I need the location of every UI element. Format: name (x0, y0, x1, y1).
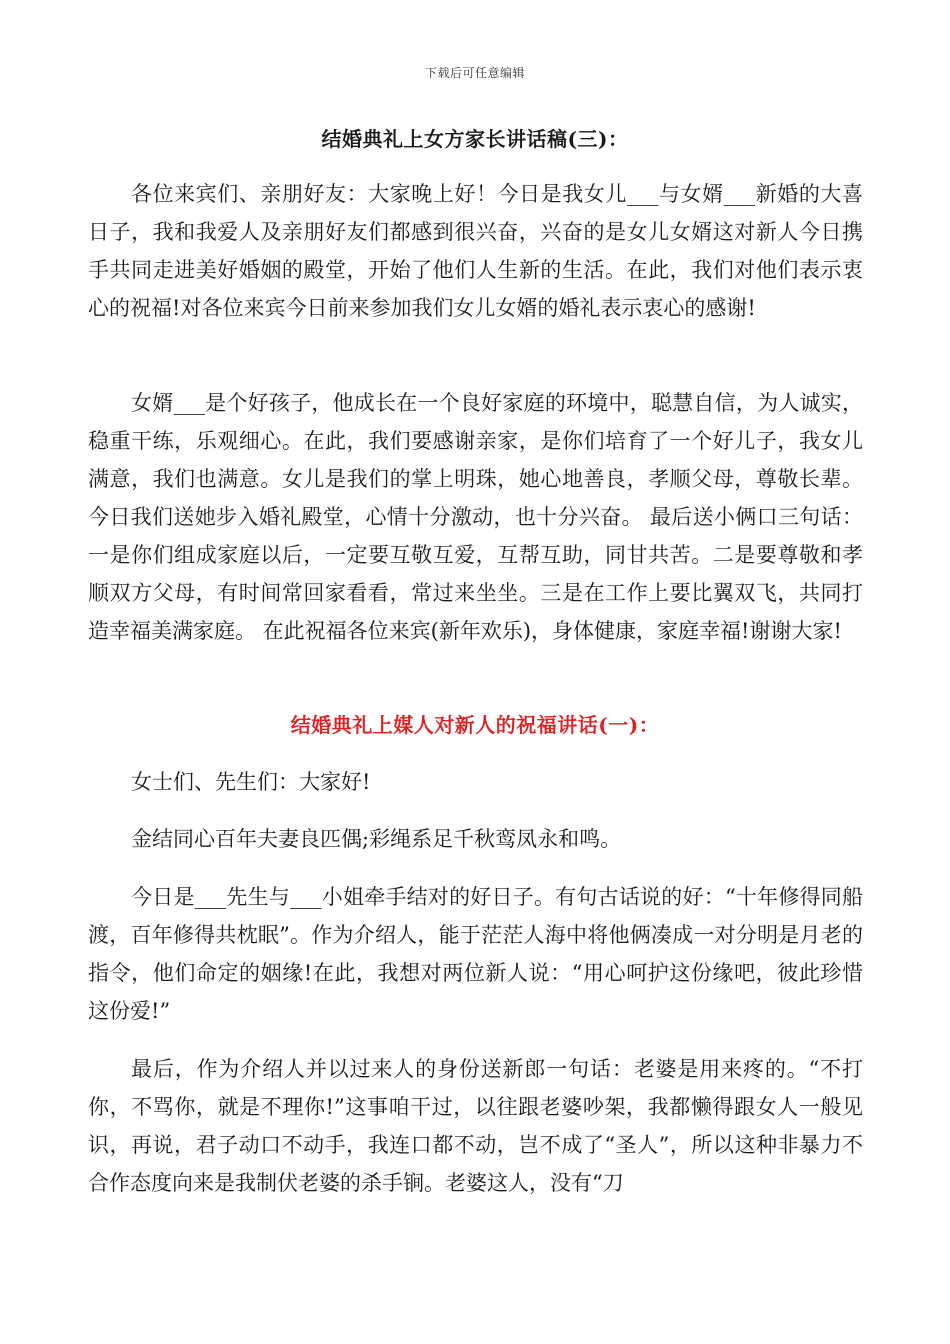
paragraph-salutation: 女士们、先生们：大家好! (131, 770, 371, 794)
section-title-parent-speech: 结婚典礼上女方家长讲话稿(三)： (321, 127, 629, 151)
paragraph-son-in-law: 女婿___是个好孩子，他成长在一个良好家庭的环境中，聪慧自信，为人诚实，稳重干练，乐观细心。在此，我们要感谢亲家，是你们培育了一个好儿子，我女儿满意，我们也满意。女儿是我们的掌上明珠，她心地善良，孝顺父母，尊敬长辈。今日我们送她步入婚礼殿堂，心情十分激动，也十分兴奋。 最后送小俩口三句话：一是你们组成家庭以后，一定要互敬互爱，互帮互助，同甘共苦。二是要尊敬和孝顺双方父母，有时间常回家看看，常过来坐坐。三是在工作上要比翼双飞，共同打造幸福美满家庭。 在此祝福各位来宾(新年欢乐)，身体健康，家庭幸福!谢谢大家! (88, 391, 863, 643)
section-title-matchmaker-speech: 结婚典礼上媒人对新人的祝福讲话(一)： (290, 713, 660, 737)
paragraph-greeting: 各位来宾们、亲朋好友：大家晚上好！今日是我女儿___与女婿___新婚的大喜日子，我和我爱人及亲朋好友们都感到很兴奋，兴奋的是女儿女婿这对新人今日携手共同走进美好婚姻的殿堂，开始了他们人生新的生活。在此，我们对他们表示衷心的祝福!对各位来宾今日前来参加我们女儿女婿的婚礼表示衷心的感谢! (88, 182, 863, 320)
paragraph-advice: 最后，作为介绍人并以过来人的身份送新郎一句话：老婆是用来疼的。“不打你，不骂你，就是不理你!”这事咱干过，以往跟老婆吵架，我都懒得跟女人一般见识，再说，君子动口不动手，我连口都不动，岂不成了“圣人”，所以这种非暴力不合作态度向来是我制伏老婆的杀手锏。老婆这人，没有“刀 (88, 1057, 863, 1195)
paragraph-couplet: 金结同心百年夫妻良匹偶;彩绳系足千秋鸾凤永和鸣。 (131, 827, 622, 851)
header-note: 下载后可任意编辑 (424, 66, 525, 80)
paragraph-fate: 今日是___先生与___小姐牵手结对的好日子。有句古话说的好：“十年修得同船渡，百年修得共枕眠”。作为介绍人，能于茫茫人海中将他俩凑成一对分明是月老的指令，他们命定的姻缘!在此，我想对两位新人说：“用心呵护这份缘吧，彼此珍惜这份爱!” (88, 885, 863, 1023)
